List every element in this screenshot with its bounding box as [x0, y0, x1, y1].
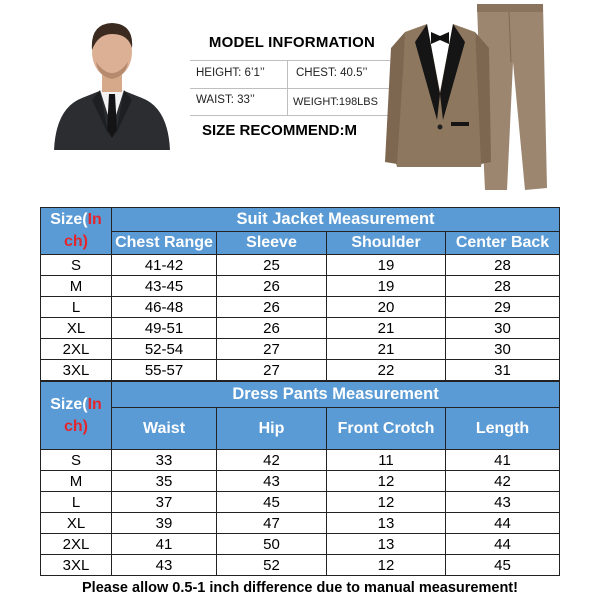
- table-row: [41, 339, 560, 360]
- size-cell: M: [41, 276, 112, 297]
- table-cell: 25: [217, 255, 327, 276]
- table-cell: 49-51: [112, 318, 217, 339]
- table-cell: 41-42: [112, 255, 217, 276]
- table-cell: 13: [327, 534, 446, 555]
- column-header: Front Crotch: [327, 408, 446, 450]
- table-cell: 20: [327, 297, 446, 318]
- table-cell: 28: [446, 276, 560, 297]
- table-row: [41, 450, 560, 471]
- model-height: HEIGHT: 6’1’’: [196, 67, 265, 79]
- size-cell: L: [41, 297, 112, 318]
- column-header: Chest Range: [112, 232, 217, 255]
- table-cell: 52-54: [112, 339, 217, 360]
- column-header: Length: [446, 408, 560, 450]
- suit-product-image: [385, 2, 550, 194]
- table-cell: 52: [217, 555, 327, 576]
- size-inch-header: Size(In ch): [41, 382, 112, 450]
- divider: [190, 115, 390, 116]
- column-header: Sleeve: [217, 232, 327, 255]
- table-cell: 19: [327, 276, 446, 297]
- table-row: [41, 360, 560, 381]
- size-cell: S: [41, 450, 112, 471]
- table-cell: 28: [446, 255, 560, 276]
- table-cell: 43: [112, 555, 217, 576]
- measurement-disclaimer: Please allow 0.5-1 inch difference due to manual measurement!: [82, 580, 518, 596]
- table-cell: 30: [446, 339, 560, 360]
- suit-jacket-table-title: Suit Jacket Measurement: [112, 208, 560, 232]
- size-cell: 3XL: [41, 360, 112, 381]
- table-cell: 27: [217, 339, 327, 360]
- model-chest: CHEST: 40.5’’: [296, 67, 368, 79]
- size-cell: M: [41, 471, 112, 492]
- table-row: [41, 318, 560, 339]
- table-cell: 26: [217, 297, 327, 318]
- model-portrait-image: [52, 10, 172, 150]
- table-cell: 43: [217, 471, 327, 492]
- table-cell: 50: [217, 534, 327, 555]
- table-cell: 30: [446, 318, 560, 339]
- table-row: [41, 513, 560, 534]
- column-header: Shoulder: [327, 232, 446, 255]
- table-cell: 12: [327, 492, 446, 513]
- table-cell: 43: [446, 492, 560, 513]
- table-cell: 27: [217, 360, 327, 381]
- dress-pants-measurement-table: [40, 381, 560, 576]
- table-cell: 13: [327, 513, 446, 534]
- table-cell: 44: [446, 513, 560, 534]
- table-row: [41, 492, 560, 513]
- column-header: Center Back: [446, 232, 560, 255]
- divider: [190, 60, 390, 61]
- model-waist: WAIST: 33’’: [196, 94, 255, 106]
- column-header: Waist: [112, 408, 217, 450]
- table-cell: 22: [327, 360, 446, 381]
- table-cell: 21: [327, 318, 446, 339]
- table-cell: 37: [112, 492, 217, 513]
- table-cell: 19: [327, 255, 446, 276]
- table-cell: 12: [327, 555, 446, 576]
- size-recommendation: SIZE RECOMMEND:M: [202, 122, 357, 139]
- size-inch-header: Size(In ch): [41, 208, 112, 255]
- size-cell: S: [41, 255, 112, 276]
- model-information-title: MODEL INFORMATION: [208, 34, 376, 51]
- table-cell: 21: [327, 339, 446, 360]
- dress-pants-table-title: Dress Pants Measurement: [112, 382, 560, 408]
- size-cell: 3XL: [41, 555, 112, 576]
- table-cell: 26: [217, 318, 327, 339]
- size-cell: 2XL: [41, 534, 112, 555]
- size-cell: XL: [41, 318, 112, 339]
- table-cell: 45: [446, 555, 560, 576]
- table-cell: 55-57: [112, 360, 217, 381]
- model-weight: WEIGHT:198LBS: [293, 96, 378, 108]
- table-cell: 12: [327, 471, 446, 492]
- table-cell: 41: [112, 534, 217, 555]
- table-cell: 42: [446, 471, 560, 492]
- table-cell: 46-48: [112, 297, 217, 318]
- table-cell: 29: [446, 297, 560, 318]
- table-row: [41, 555, 560, 576]
- column-header: Hip: [217, 408, 327, 450]
- table-cell: 44: [446, 534, 560, 555]
- table-cell: 41: [446, 450, 560, 471]
- table-cell: 31: [446, 360, 560, 381]
- suit-jacket-measurement-table: [40, 207, 560, 381]
- table-cell: 45: [217, 492, 327, 513]
- table-row: [41, 297, 560, 318]
- table-cell: 42: [217, 450, 327, 471]
- size-cell: 2XL: [41, 339, 112, 360]
- table-row: [41, 255, 560, 276]
- divider: [190, 88, 390, 89]
- size-cell: L: [41, 492, 112, 513]
- table-cell: 35: [112, 471, 217, 492]
- table-row: [41, 276, 560, 297]
- table-cell: 47: [217, 513, 327, 534]
- table-cell: 43-45: [112, 276, 217, 297]
- table-cell: 33: [112, 450, 217, 471]
- table-cell: 39: [112, 513, 217, 534]
- table-row: [41, 534, 560, 555]
- table-cell: 11: [327, 450, 446, 471]
- table-row: [41, 471, 560, 492]
- size-cell: XL: [41, 513, 112, 534]
- table-cell: 26: [217, 276, 327, 297]
